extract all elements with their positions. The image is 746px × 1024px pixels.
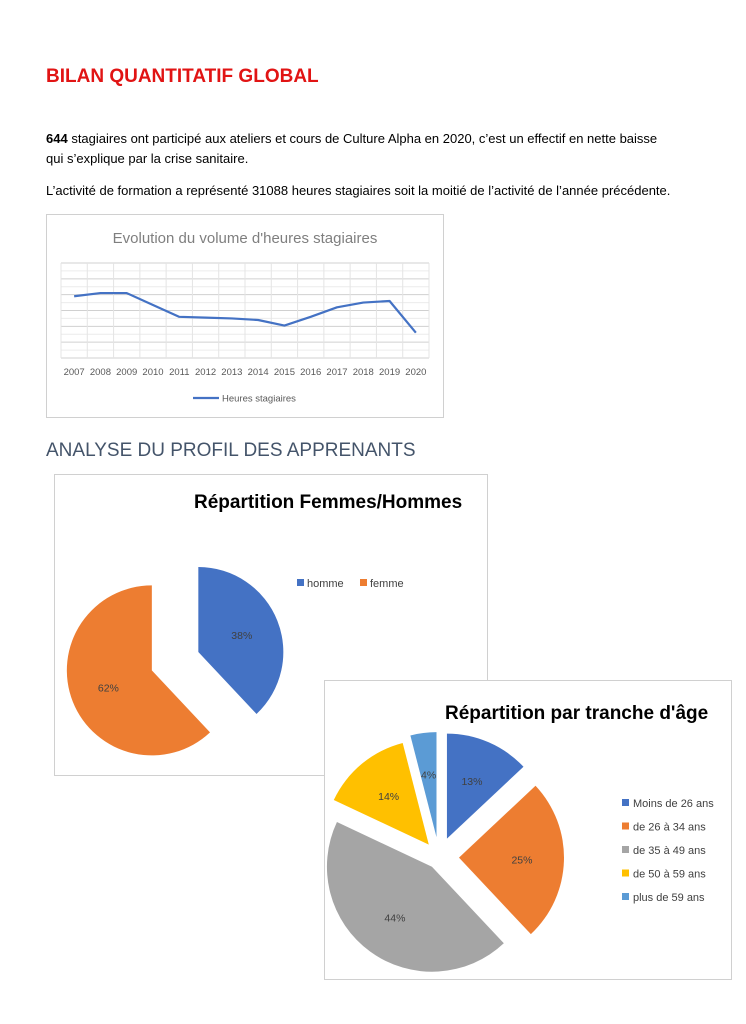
legend-label: de 50 à 59 ans [633, 868, 706, 881]
x-tick-label: 2012 [195, 367, 217, 378]
trainee-count: 644 [46, 131, 68, 146]
intro-text-line1: stagiaires ont participé aux ateliers et cours de Culture Alpha en 2020, c’est un effectif en nette baisse [67, 131, 658, 146]
legend-swatch [622, 870, 629, 877]
intro-text-line2: qui s’explique par la crise sanitaire. [46, 151, 249, 166]
section-heading: ANALYSE DU PROFIL DES APPRENANTS [46, 440, 416, 461]
legend-swatch [622, 846, 629, 853]
hours-line-chart [46, 214, 444, 418]
x-tick-label: 2007 [63, 367, 85, 378]
legend-label: de 35 à 49 ans [633, 845, 706, 857]
x-tick-label: 2010 [142, 367, 164, 378]
legend-label: de 26 à 34 ans [633, 821, 706, 834]
x-tick-label: 2008 [89, 367, 111, 378]
legend-swatch [622, 799, 629, 806]
legend-swatch [622, 893, 629, 900]
page-title: BILAN QUANTITATIF GLOBAL [46, 66, 319, 87]
gender-data-label: 62% [97, 682, 119, 695]
x-tick-label: 2011 [169, 367, 190, 378]
age-pie-chart [324, 680, 732, 980]
line-chart-svg [47, 215, 443, 417]
age-data-label: 25% [511, 854, 533, 867]
activity-paragraph: L’activité de formation a représenté 31088 heures stagiaires soit la moitié de l’activité de l’année précédente. [46, 183, 671, 198]
legend-swatch [622, 823, 629, 830]
legend-label: Moins de 26 ans [633, 798, 714, 810]
x-tick-label: 2013 [221, 367, 243, 378]
age-pie-svg [325, 681, 731, 979]
x-tick-label: 2009 [116, 367, 138, 378]
legend-swatch [360, 579, 367, 586]
gender-slice-femme [67, 585, 210, 755]
x-tick-label: 2017 [326, 367, 348, 378]
legend-label: femme [370, 578, 404, 590]
legend-label: Heures stagiaires [222, 393, 296, 405]
age-data-label: 44% [384, 912, 406, 925]
age-data-label: 14% [378, 791, 400, 804]
legend-swatch [297, 579, 304, 586]
x-tick-label: 2016 [300, 367, 322, 378]
age-data-label: 13% [461, 775, 483, 788]
gender-chart-title: Répartition Femmes/Hommes [194, 492, 463, 513]
x-tick-label: 2020 [405, 367, 427, 378]
x-tick-label: 2015 [273, 367, 295, 378]
legend-label: plus de 59 ans [633, 892, 705, 904]
age-data-label: 4% [421, 769, 437, 782]
x-tick-label: 2019 [379, 367, 401, 378]
x-tick-label: 2018 [352, 367, 374, 378]
age-chart-title: Répartition par tranche d'âge [445, 703, 709, 724]
intro-paragraph [46, 129, 720, 169]
x-tick-label: 2014 [247, 367, 269, 378]
gender-data-label: 38% [231, 629, 253, 642]
line-chart-title: Evolution du volume d'heures stagiaires [112, 230, 378, 247]
legend-label: homme [307, 578, 344, 590]
